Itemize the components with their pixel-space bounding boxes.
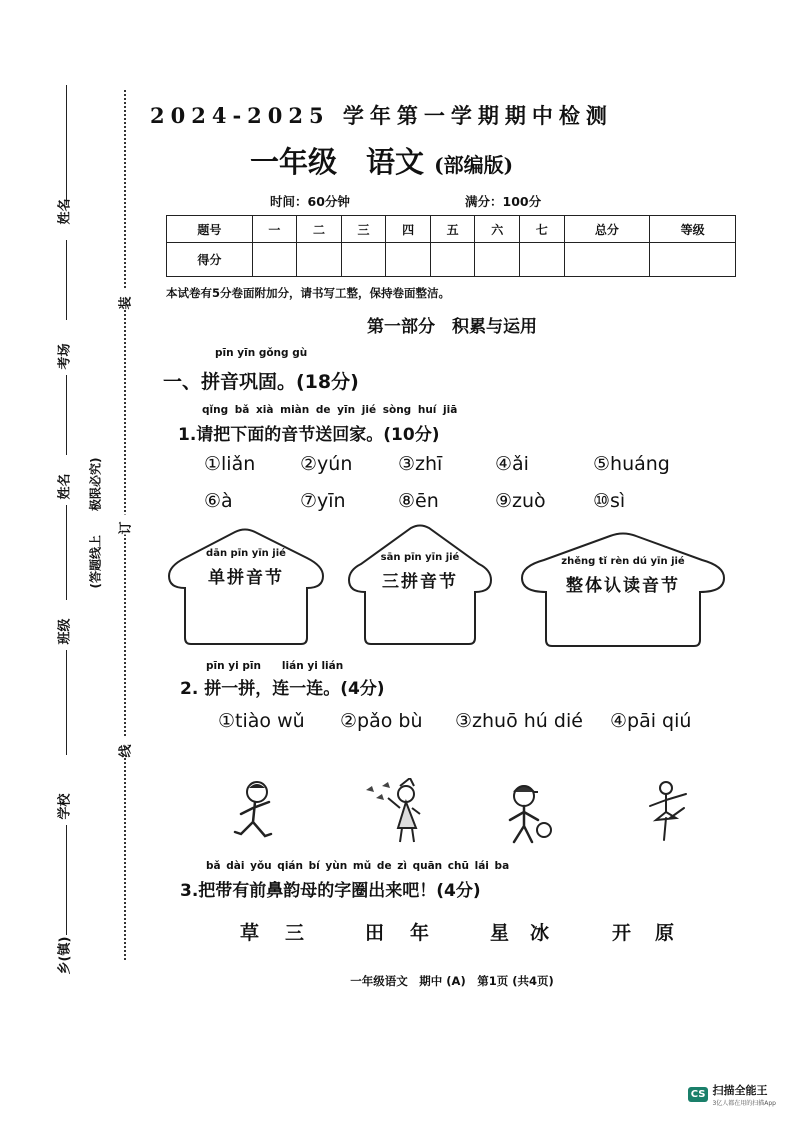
score-table [166,215,736,277]
syllable-2: ②yún [300,453,353,475]
ball-bouncing-picture[interactable] [498,780,558,848]
q1-text: 1.请把下面的音节送回家。(10分) [178,425,440,445]
house-triple-syllable[interactable] [345,522,495,646]
exam-subtitle [250,140,513,181]
edition-label: (部编版) [434,153,514,177]
binding-notice: (答题线上 极限必究) [88,457,103,589]
syllable-3: ③zhī [398,453,443,475]
exam-title: 2024-2025 学年第一学期期中检测 [150,103,613,128]
part1-title: 第一部分 积累与运用 [367,317,537,337]
q2-option-3[interactable]: ③zhuō hú dié [455,710,583,732]
binding-mark-xian: 线 [115,738,134,758]
score-table-header-cell: 六 [475,216,520,243]
watermark-text [712,1082,776,1107]
score-cell[interactable] [341,243,386,277]
q3-char-3[interactable]: 田 [365,922,385,944]
township-label: 乡(镇) [57,936,73,975]
score-cell[interactable] [297,243,342,277]
school-label: 学校 [57,793,73,820]
house-label: 三拼音节 [382,572,458,592]
butterfly-catching-picture[interactable] [360,778,430,848]
q3-char-4[interactable]: 年 [410,922,430,944]
syllable-4: ④ǎi [495,453,529,475]
full-score-label: 满分：100分 [465,194,542,209]
score-cell[interactable] [252,243,297,277]
score-table-header-cell: 二 [297,216,342,243]
exam-room-label: 考场 [57,343,73,370]
score-cell[interactable] [475,243,520,277]
house-label: 整体认读音节 [566,576,680,596]
score-table-header-cell: 四 [386,216,431,243]
score-cell[interactable] [430,243,475,277]
q3-char-5[interactable]: 星 [490,922,510,944]
score-cell[interactable] [386,243,431,277]
q3-char-2[interactable]: 三 [285,922,305,944]
neatness-note: 本试卷有5分卷面附加分，请书写工整，保持卷面整洁。 [166,286,450,300]
q3-pinyin: bǎ dài yǒu qián bí yùn mǔ de zì quān chū lái ba [206,860,510,872]
name-label: 姓名 [57,198,73,225]
score-cell[interactable] [564,243,650,277]
section1-pinyin: pīn yīn gǒng gù [215,347,308,359]
score-table-header-cell: 一 [252,216,297,243]
house-label: 单拼音节 [208,568,284,588]
syllable-8: ⑧ēn [398,490,439,512]
q3-text: 3.把带有前鼻韵母的字圈出来吧！(4分) [180,881,481,901]
house-pinyin: sān pīn yīn jié [380,552,460,563]
section1-title: 一、拼音巩固。(18分) [163,371,359,393]
binding-mark-zhuang: 装 [115,290,134,310]
running-boy-picture[interactable] [225,778,285,848]
q2-text: 2. 拼一拼，连一连。(4分) [180,679,385,699]
syllable-1: ①liǎn [204,453,256,475]
cs-logo-icon: CS [688,1087,709,1102]
house-pinyin: dān pīn yīn jié [206,548,286,559]
score-table-header-row [167,216,736,243]
class-label: 班级 [57,618,73,645]
score-table-header-cell: 五 [430,216,475,243]
syllable-10: ⑩sì [593,490,626,512]
syllable-6: ⑥à [204,490,233,512]
watermark-tagline: 3亿人都在用的扫描App [712,1100,776,1107]
scanner-watermark [688,1082,776,1107]
dancing-girl-picture[interactable] [636,778,692,848]
q2-option-4[interactable]: ④pāi qiú [610,710,692,732]
time-label: 时间：60分钟 [270,194,350,209]
q1-pinyin: qǐng bǎ xià miàn de yīn jié sòng huí jiā [202,404,458,416]
score-row-label: 得分 [167,243,253,277]
house-whole-syllable[interactable] [518,530,728,648]
q2-option-2[interactable]: ②pǎo bù [340,710,423,732]
score-cell[interactable] [650,243,736,277]
page-footer: 一年级语文 期中 (A) 第1页 (共4页) [350,974,554,988]
q3-char-7[interactable]: 开 [612,922,632,944]
q2-option-1[interactable]: ①tiào wǔ [218,710,305,732]
score-table-score-row [167,243,736,277]
house-single-syllable[interactable] [165,526,327,646]
score-table-header-cell: 七 [520,216,565,243]
score-table-header-cell: 总分 [564,216,650,243]
subject-title: 一年级 语文 [250,145,425,179]
q3-char-6[interactable]: 冰 [530,922,550,944]
syllable-7: ⑦yīn [300,490,346,512]
syllable-9: ⑨zuò [495,490,546,512]
house-pinyin: zhěng tǐ rèn dú yīn jié [561,556,685,567]
syllable-5: ⑤huáng [593,453,670,475]
score-table-header-cell: 题号 [167,216,253,243]
name-label-2: 姓名 [57,473,73,500]
q3-char-1[interactable]: 草 [240,922,260,944]
q3-char-8[interactable]: 原 [655,922,675,944]
q2-pinyin: pīn yi pīn lián yi lián [206,660,344,672]
watermark-brand: 扫描全能王 [712,1084,768,1097]
score-cell[interactable] [520,243,565,277]
binding-mark-ding: 订 [115,515,134,535]
score-table-header-cell: 三 [341,216,386,243]
score-table-header-cell: 等级 [650,216,736,243]
